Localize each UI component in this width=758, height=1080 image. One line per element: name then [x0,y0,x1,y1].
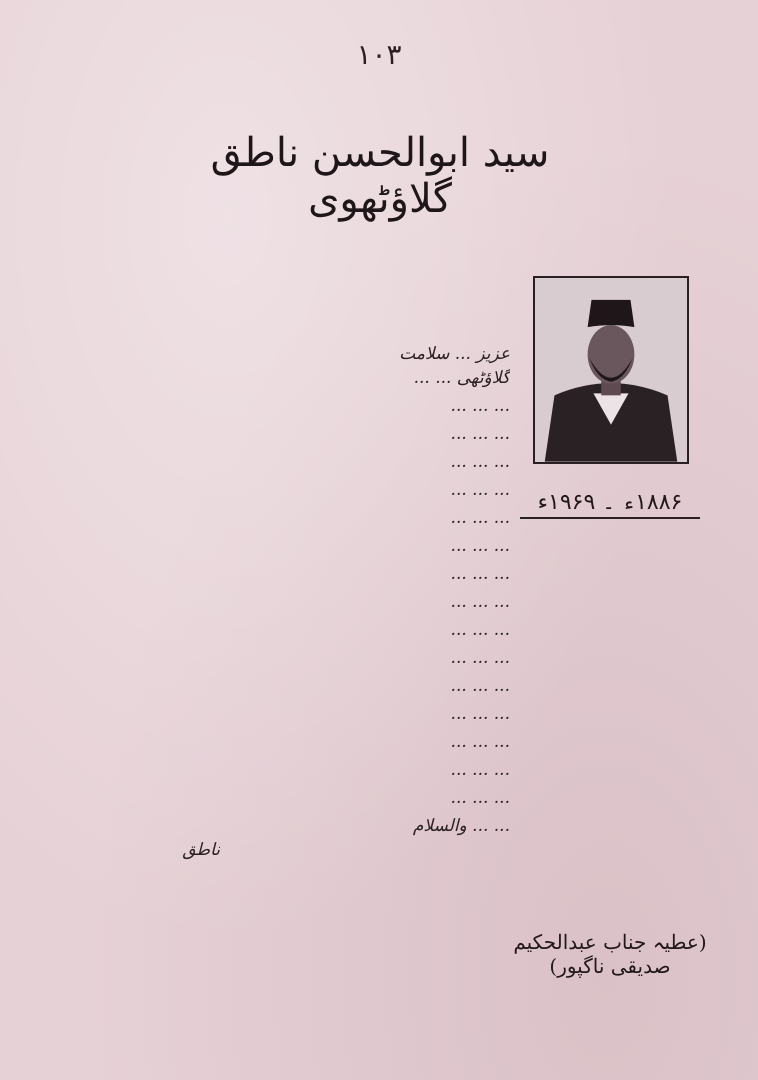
letter-line: ... ... ... [450,592,510,612]
page-number: ۱۰۳ [356,38,402,71]
letter-line: ... ... ... [450,760,510,780]
letter-signature: ناطق [182,840,220,860]
letter-line: عزیز ... سلامت [399,344,510,364]
photo-credit: (عطیہ جناب عبدالحکیم صدیقی ناگپور) [513,930,707,978]
letter-line: ... ... ... [450,732,510,752]
letter-line: ... ... والسلام [412,816,510,836]
letter-line: ... ... ... [450,676,510,696]
birth-death-dates: ۱۸۸۶ء ۔ ۱۹۶۹ء [520,490,700,519]
letter-line: ... ... ... [450,620,510,640]
letter-line: گلاؤٹھی ... ... [413,368,510,388]
page-title: سید ابوالحسن ناطق گلاؤٹھوی [210,130,550,222]
letter-line: ... ... ... [450,396,510,416]
letter-line: ... ... ... [450,564,510,584]
letter-line: ... ... ... [450,648,510,668]
handwritten-letter [150,340,510,860]
letter-line: ... ... ... [450,704,510,724]
portrait-photo [533,276,689,464]
letter-line: ... ... ... [450,480,510,500]
letter-line: ... ... ... [450,424,510,444]
letter-line: ... ... ... [450,508,510,528]
letter-line: ... ... ... [450,788,510,808]
letter-line: ... ... ... [450,452,510,472]
portrait-photo-icon [535,278,687,462]
letter-line: ... ... ... [450,536,510,556]
